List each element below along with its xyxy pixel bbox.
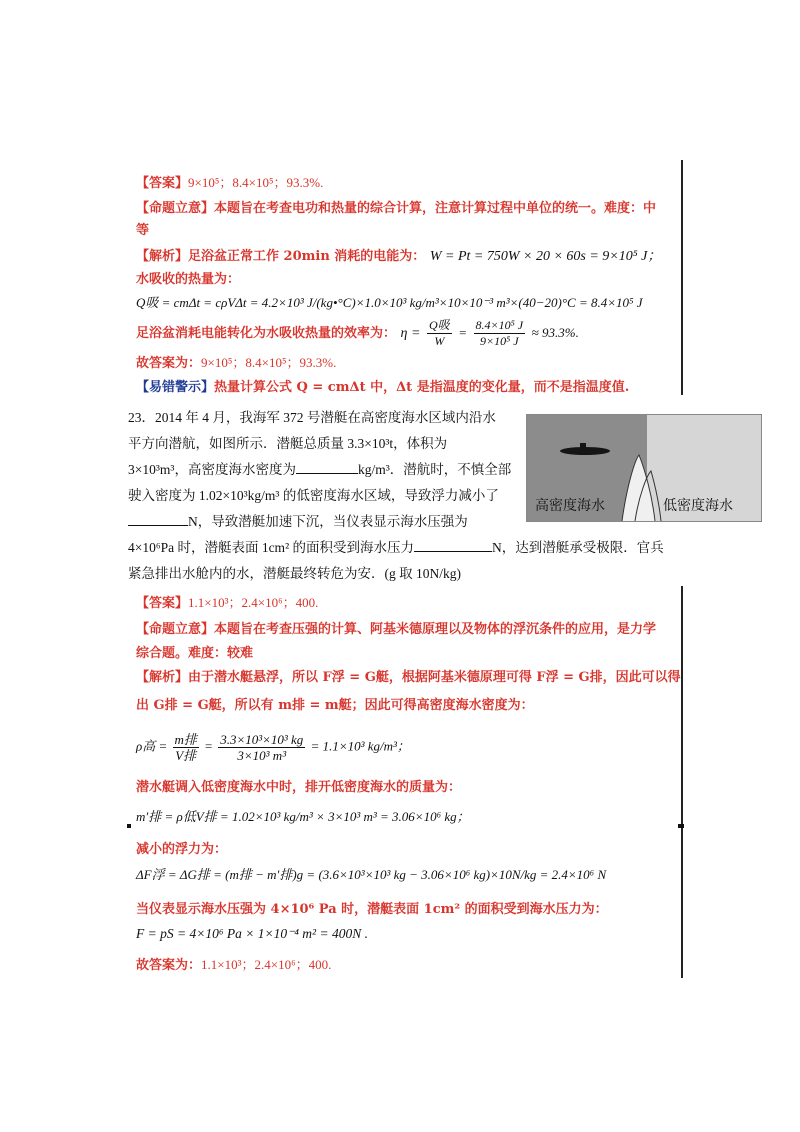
efficiency-text: 足浴盆消耗电能转化为水吸收热量的效率为：	[136, 326, 397, 341]
answer-tag: 【答案】	[136, 176, 189, 191]
answer-blank-3[interactable]	[414, 551, 492, 552]
question-line-4: 驶入密度为 1.02×10³kg/m³ 的低密度海水区域，导致浮力减小了	[128, 488, 499, 503]
pressure-label: 当仪表显示海水压强为 4×10⁶ Pa 时，潜艇表面 1cm² 的面积受到海水压力为：	[136, 902, 608, 917]
equals-sign: =	[458, 325, 467, 340]
submarine-figure	[526, 414, 762, 522]
analysis-text: 由于潜水艇悬浮，所以 F浮 = G艇，根据阿基米德原理可得 F浮 = G排，因此可以得	[188, 670, 681, 685]
question-line-3a: 3×10³m³，高密度海水密度为	[128, 462, 296, 477]
top-analysis-line	[136, 245, 661, 265]
question-line-3b: kg/m³．潜航时，不慎全部	[357, 462, 512, 477]
question-line-6a: 4×10⁶Pa 时，潜艇表面 1cm² 的面积受到海水压力	[128, 540, 414, 555]
bottom-analysis-line-2: 出 G排 = G艇，所以有 m排 = m艇；因此可得高密度海水密度为：	[136, 698, 534, 713]
frac1-denominator: W	[434, 334, 445, 348]
final-label: 故答案为：	[136, 356, 202, 371]
answer-text: 1.1×10³；2.4×10⁶；400.	[188, 595, 319, 610]
analysis-text: 足浴盆正常工作 20min 消耗的电能为：	[188, 249, 426, 264]
bottom-answer-line	[136, 592, 318, 611]
answer-text: 9×10⁵；8.4×10⁵；93.3%.	[188, 175, 324, 190]
left-marker	[127, 824, 131, 828]
rho-frac2-numerator: 3.3×10³×10³ kg	[220, 732, 304, 747]
question-line-2: 平方向潜航，如图所示．潜艇总质量 3.3×10³t，体积为	[128, 436, 448, 451]
eta-lhs: η =	[400, 326, 421, 341]
question-line-1: 23．2014 年 4 月，我海军 372 号潜艇在高密度海水区域内沿水	[128, 410, 496, 425]
question-line-6	[128, 536, 664, 556]
final-text: 9×10⁵；8.4×10⁵；93.3%.	[201, 355, 337, 370]
mass-formula: m′排 = ρ低V排 = 1.02×10³ kg/m³ × 3×10³ m³ = 3.06×10⁶ kg；	[136, 809, 470, 824]
density-formula	[136, 732, 410, 763]
question-line-7: 紧急排出水舱内的水，潜艇最终转危为安．(g 取 10N/kg)	[128, 566, 461, 581]
intent-tag: 【命题立意】	[136, 622, 215, 637]
top-block-right-border	[681, 160, 683, 395]
equals-sign: =	[204, 738, 213, 754]
analysis-tag: 【解析】	[136, 670, 189, 685]
top-final-line	[136, 352, 336, 371]
low-density-label: 潜水艇调入低密度海水中时，排开低密度海水的质量为：	[136, 780, 462, 795]
rho-frac2-denominator: 3×10³ m³	[237, 748, 287, 763]
intent-text: 本题旨在考查压强的计算、阿基米德原理以及物体的浮沉条件的应用，是力学	[214, 622, 657, 637]
top-intent-line	[136, 197, 676, 216]
rho-lhs: ρ高 =	[136, 738, 168, 754]
top-answer-line	[136, 172, 323, 191]
bottom-final-line	[136, 954, 331, 973]
efficiency-result: ≈ 93.3%.	[531, 325, 579, 340]
rho-result: = 1.1×10³ kg/m³；	[310, 738, 410, 754]
bottom-intent-line-2: 综合题。难度：较难	[136, 646, 254, 661]
bottom-analysis-line	[136, 666, 681, 685]
intent-text: 本题旨在考查电功和热量的综合计算，注意计算过程中单位的统一。难度：中	[214, 201, 657, 216]
right-marker	[678, 824, 684, 828]
analysis-tag: 【解析】	[136, 249, 189, 264]
delta-f-formula: ΔF浮 = ΔG排 = (m排 − m′排)g = (3.6×10³×10³ kg − 3.06×10⁶ kg)×10N/kg = 2.4×10⁶ N	[136, 867, 607, 882]
figure-label-right: 低密度海水	[663, 498, 733, 514]
question-line-3	[128, 458, 511, 478]
frac2-denominator: 9×10⁵ J	[480, 334, 519, 348]
intent-text-2: 等	[136, 223, 150, 238]
formula-q: Q吸 = cmΔt = cρVΔt = 4.2×10³ J/(kg•°C)×1.0×10³ kg/m³×10×10⁻³ m³×(40−20)°C = 8.4×10⁵ J	[136, 295, 643, 310]
heat-label: 水吸收的热量为：	[136, 272, 241, 287]
figure-label-left: 高密度海水	[535, 498, 605, 514]
submarine-tower-icon	[580, 443, 586, 449]
question-line-5	[128, 510, 468, 530]
warning-line	[136, 376, 629, 395]
answer-blank-1[interactable]	[296, 473, 358, 474]
bottom-intent-line	[136, 618, 681, 637]
answer-blank-2[interactable]	[128, 525, 188, 526]
final-text: 1.1×10³；2.4×10⁶；400.	[201, 957, 332, 972]
efficiency-fraction-2	[474, 318, 526, 349]
rho-fraction-2	[218, 732, 305, 763]
force-formula: F = pS = 4×10⁶ Pa × 1×10⁻⁴ m² = 400N .	[136, 926, 368, 941]
frac1-numerator: Q吸	[428, 318, 450, 332]
warning-text: 热量计算公式 Q = cmΔt 中，Δt 是指温度的变化量，而不是指温度值.	[214, 380, 630, 395]
reduce-label: 减小的浮力为：	[136, 842, 228, 857]
rho-frac1-numerator: m排	[174, 732, 197, 747]
rho-frac1-denominator: V排	[175, 748, 197, 763]
intent-tag: 【命题立意】	[136, 201, 215, 216]
warning-tag: 【易错警示】	[136, 380, 215, 395]
efficiency-fraction-1	[427, 318, 452, 349]
formula-w: W = Pt = 750W × 20 × 60s = 9×10⁵ J；	[429, 249, 662, 264]
rho-fraction-1	[173, 732, 199, 763]
question-line-6b: N，达到潜艇承受极限．官兵	[492, 540, 664, 555]
final-label: 故答案为：	[136, 958, 202, 973]
top-intent-line-2	[136, 219, 149, 238]
frac2-numerator: 8.4×10⁵ J	[475, 318, 524, 332]
question-line-5b: N，导致潜艇加速下沉，当仪表显示海水压强为	[188, 514, 468, 529]
answer-tag: 【答案】	[136, 596, 189, 611]
bottom-block-right-border	[681, 586, 683, 978]
efficiency-line	[136, 318, 579, 349]
